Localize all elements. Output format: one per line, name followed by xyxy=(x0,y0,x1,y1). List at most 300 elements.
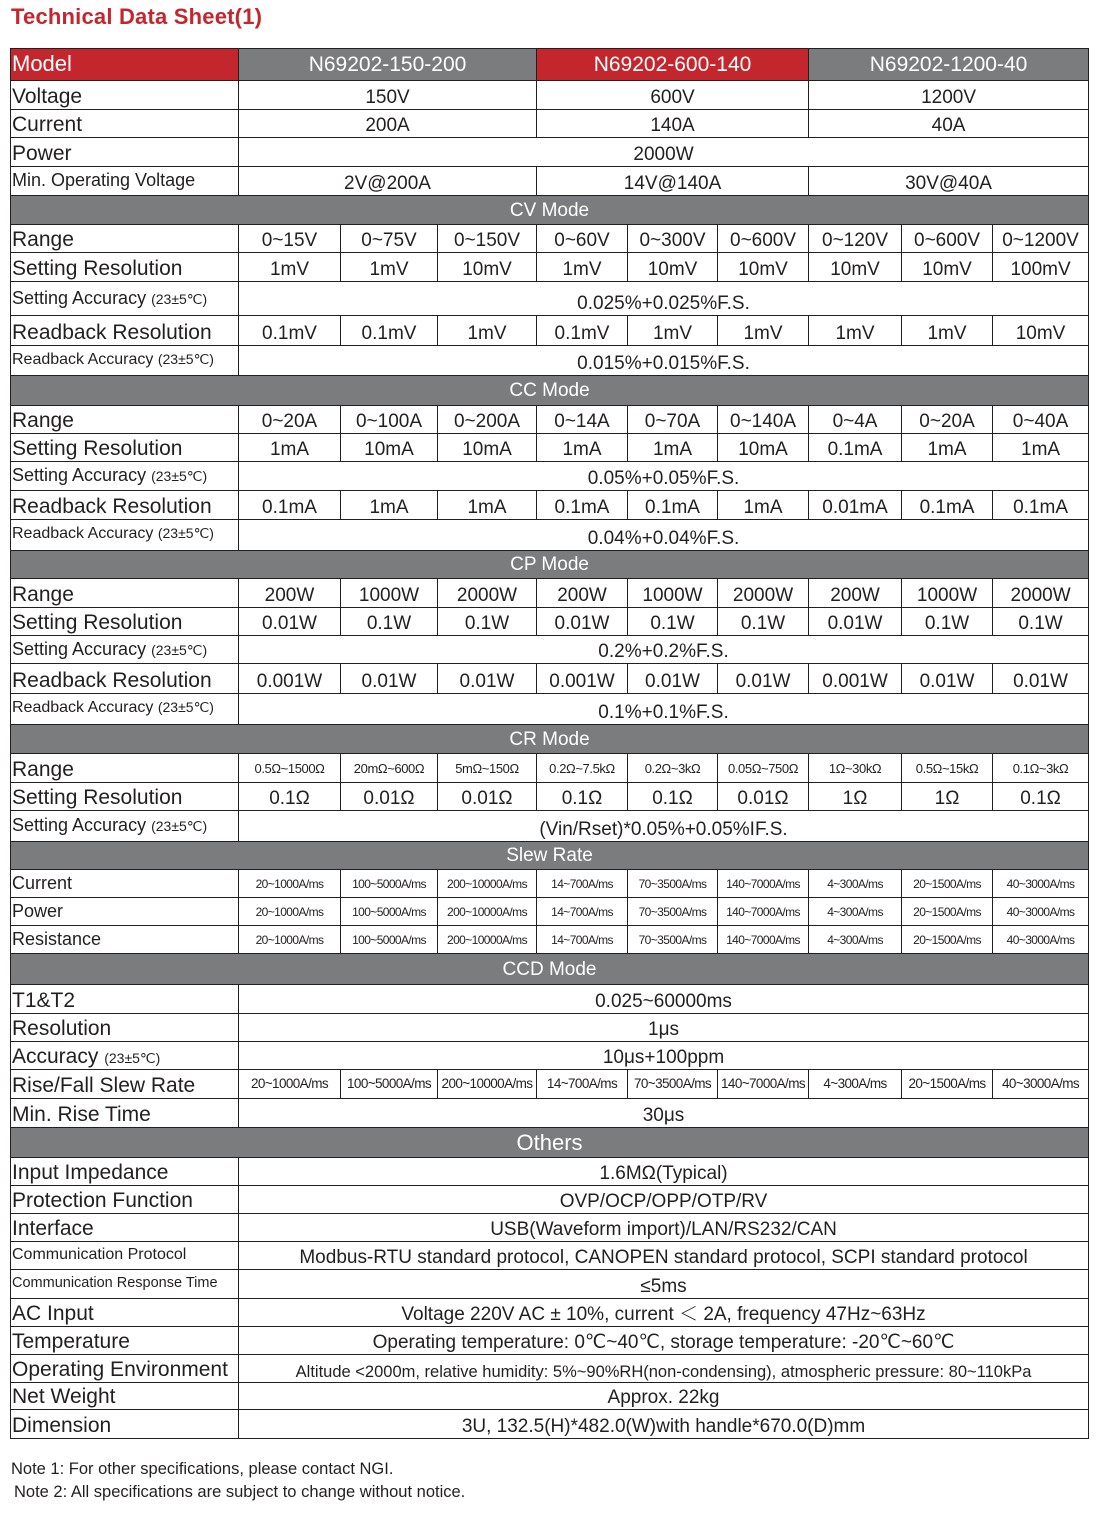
row-label-text: Interface xyxy=(12,1217,94,1240)
spec-cell: 20mΩ~600Ω xyxy=(341,754,438,783)
section-title: CV Mode xyxy=(11,196,1089,225)
row-label-text: Setting Accuracy xyxy=(12,287,147,308)
row-label-text: Setting Resolution xyxy=(12,786,183,809)
spec-cell: 0~70A xyxy=(628,406,718,434)
spec-cell: 10mA xyxy=(718,434,809,462)
spec-cell: 1Ω~30kΩ xyxy=(809,754,902,783)
spec-cell: 0.1W xyxy=(341,608,438,636)
spec-cell: 0~40A xyxy=(993,406,1089,434)
spec-cell: 0.01W xyxy=(628,664,718,694)
spec-cell: 0~150V xyxy=(438,225,537,253)
spec-cell: 0.01W xyxy=(718,664,809,694)
section-title: Others xyxy=(11,1128,1089,1158)
spec-cell: 20~1500A/ms xyxy=(902,898,993,926)
spec-cell: 1000W xyxy=(902,579,993,608)
slew-power-row xyxy=(11,898,1089,926)
slew-current-row xyxy=(11,870,1089,898)
condition-note: (23±5℃) xyxy=(157,350,214,367)
spec-cell: 2000W xyxy=(438,579,537,608)
spec-cell: 1mV xyxy=(628,316,718,346)
protocol-row xyxy=(11,1242,1089,1270)
spec-table xyxy=(10,48,1089,1439)
spec-cell: 0.5Ω~15kΩ xyxy=(902,754,993,783)
spec-cell: 20~1000A/ms xyxy=(239,898,341,926)
section-title: CR Mode xyxy=(11,725,1089,754)
spec-cell: 0.2Ω~7.5kΩ xyxy=(537,754,628,783)
cr-setting-accuracy-row xyxy=(11,811,1089,842)
cr-section xyxy=(11,725,1089,754)
spec-cell: 5mΩ~150Ω xyxy=(438,754,537,783)
spec-cell: 2000W xyxy=(718,579,809,608)
row-label-text: Min. Operating Voltage xyxy=(12,170,196,190)
spec-cell: 1mA xyxy=(628,434,718,462)
spec-cell: 4~300A/ms xyxy=(809,1070,902,1099)
spec-cell: 0.1Ω xyxy=(537,783,628,811)
ccd-accuracy-row xyxy=(11,1042,1089,1070)
condition-note: (23±5℃) xyxy=(157,699,214,715)
spec-value: OVP/OCP/OPP/OTP/RV xyxy=(239,1186,1089,1214)
spec-cell: 20~1000A/ms xyxy=(239,926,341,954)
spec-cell: 0~1200V xyxy=(993,225,1089,253)
spec-cell: 0~60V xyxy=(537,225,628,253)
spec-cell: 40~3000A/ms xyxy=(993,926,1089,954)
spec-cell: 1200V xyxy=(809,81,1089,110)
spec-cell: 1mA xyxy=(438,491,537,520)
spec-cell: 0~600V xyxy=(902,225,993,253)
spec-cell: 0.1mA xyxy=(239,491,341,520)
cv-section xyxy=(11,196,1089,225)
row-label xyxy=(11,898,239,926)
row-label xyxy=(11,608,239,636)
spec-cell: 0.01W xyxy=(239,608,341,636)
spec-value: 10μs+100ppm xyxy=(239,1042,1089,1070)
row-label xyxy=(11,579,239,608)
row-label xyxy=(11,1242,239,1270)
spec-cell: 40~3000A/ms xyxy=(993,898,1089,926)
row-label xyxy=(11,664,239,694)
spec-cell: 0.01mA xyxy=(809,491,902,520)
cp-readback-resolution-row xyxy=(11,664,1089,694)
ccd-min-rise-row xyxy=(11,1099,1089,1128)
row-label-text: Readback Accuracy xyxy=(12,699,154,716)
cc-section xyxy=(11,376,1089,406)
spec-cell: 20~1500A/ms xyxy=(902,926,993,954)
spec-value: Voltage 220V AC ± 10%, current ＜ 2A, frequency 47Hz~63Hz xyxy=(239,1299,1089,1327)
spec-cell: 0.01Ω xyxy=(341,783,438,811)
spec-cell: 14~700A/ms xyxy=(537,898,628,926)
spec-cell: 0.1mA xyxy=(902,491,993,520)
row-label-text: Power xyxy=(12,900,64,921)
row-label-text: Protection Function xyxy=(12,1189,193,1212)
spec-cell: 1mV xyxy=(341,253,438,282)
spec-cell: 100~5000A/ms xyxy=(341,926,438,954)
spec-cell: 0.1W xyxy=(902,608,993,636)
row-label xyxy=(11,406,239,434)
row-label-text: Dimension xyxy=(12,1414,112,1437)
spec-cell: 1Ω xyxy=(809,783,902,811)
net-weight-row xyxy=(11,1383,1089,1410)
spec-value: (Vin/Rset)*0.05%+0.05%IF.S. xyxy=(239,811,1089,842)
spec-value: 0.04%+0.04%F.S. xyxy=(239,520,1089,551)
spec-cell: 0.01W xyxy=(341,664,438,694)
spec-value: USB(Waveform import)/LAN/RS232/CAN xyxy=(239,1214,1089,1242)
row-label-text: Resistance xyxy=(12,928,102,949)
spec-cell: 1mV xyxy=(902,316,993,346)
model-label: Model xyxy=(11,49,239,81)
spec-cell: 0.1mA xyxy=(809,434,902,462)
spec-cell: 0~14A xyxy=(537,406,628,434)
spec-cell: 0~100A xyxy=(341,406,438,434)
row-label-text: Current xyxy=(12,113,83,136)
spec-cell: 0.1mA xyxy=(993,491,1089,520)
condition-note: (23±5℃) xyxy=(151,468,208,484)
spec-cell: 0.1mV xyxy=(239,316,341,346)
spec-cell: 0.1Ω xyxy=(628,783,718,811)
row-label-text: Readback Resolution xyxy=(12,669,212,692)
spec-cell: 1000W xyxy=(341,579,438,608)
row-label xyxy=(11,1214,239,1242)
others-section xyxy=(11,1128,1089,1158)
spec-cell: 200W xyxy=(537,579,628,608)
condition-note: (23±5℃) xyxy=(151,290,208,307)
row-label xyxy=(11,434,239,462)
section-title: CC Mode xyxy=(11,376,1089,406)
spec-cell: 140A xyxy=(537,110,809,138)
spec-cell: 0.01W xyxy=(902,664,993,694)
row-label xyxy=(11,1327,239,1355)
cv-setting-resolution-row xyxy=(11,253,1089,282)
spec-cell: 20~1000A/ms xyxy=(239,1070,341,1099)
row-label-text: Min. Rise Time xyxy=(12,1103,151,1126)
spec-cell: 0.1mA xyxy=(628,491,718,520)
row-label-text: T1&T2 xyxy=(12,989,76,1012)
spec-cell: 0~20A xyxy=(902,406,993,434)
cv-readback-accuracy-row xyxy=(11,346,1089,376)
spec-cell: 0~75V xyxy=(341,225,438,253)
notes xyxy=(11,1458,465,1504)
spec-cell: 0.1W xyxy=(438,608,537,636)
spec-value: 0.015%+0.015%F.S. xyxy=(239,346,1089,376)
row-label-text: Input Impedance xyxy=(12,1161,169,1184)
spec-cell: 100~5000A/ms xyxy=(341,1070,438,1099)
spec-cell: 1mV xyxy=(537,253,628,282)
spec-cell: 1Ω xyxy=(902,783,993,811)
spec-value: Modbus-RTU standard protocol, CANOPEN standard protocol, SCPI standard protocol xyxy=(239,1242,1089,1270)
spec-cell: 200~10000A/ms xyxy=(438,870,537,898)
spec-cell: 0~300V xyxy=(628,225,718,253)
spec-cell: 1000W xyxy=(628,579,718,608)
cp-setting-accuracy-row xyxy=(11,636,1089,664)
spec-cell: 600V xyxy=(537,81,809,110)
row-label xyxy=(11,811,239,842)
cc-readback-accuracy-row xyxy=(11,520,1089,551)
row-label xyxy=(11,926,239,954)
cc-readback-resolution-row xyxy=(11,491,1089,520)
row-label-text: Range xyxy=(12,228,74,251)
row-label-text: Setting Accuracy xyxy=(12,465,147,485)
cp-setting-resolution-row xyxy=(11,608,1089,636)
spec-cell: 200W xyxy=(809,579,902,608)
row-label xyxy=(11,346,239,376)
spec-cell: 10mV xyxy=(902,253,993,282)
spec-cell: 100~5000A/ms xyxy=(341,898,438,926)
row-label xyxy=(11,1158,239,1186)
spec-cell: 140~7000A/ms xyxy=(718,1070,809,1099)
row-label-text: Setting Accuracy xyxy=(12,638,147,659)
spec-cell: 0.1W xyxy=(628,608,718,636)
dimension-row xyxy=(11,1410,1089,1439)
section-title: Slew Rate xyxy=(11,842,1089,870)
spec-cell: 100mV xyxy=(993,253,1089,282)
row-label-text: Range xyxy=(12,409,74,432)
spec-cell: 200~10000A/ms xyxy=(438,1070,537,1099)
spec-value: 30μs xyxy=(239,1099,1089,1128)
spec-cell: 0.01W xyxy=(438,664,537,694)
cr-range-row xyxy=(11,754,1089,783)
spec-cell: 14~700A/ms xyxy=(537,926,628,954)
spec-cell: 0.01W xyxy=(537,608,628,636)
spec-cell: 0~140A xyxy=(718,406,809,434)
spec-cell: 2V@200A xyxy=(239,167,537,196)
row-label xyxy=(11,81,239,110)
spec-cell: 0.1mA xyxy=(537,491,628,520)
cc-setting-accuracy-row xyxy=(11,462,1089,491)
row-label-text: Readback Accuracy xyxy=(12,525,154,542)
spec-value: 1.6MΩ(Typical) xyxy=(239,1158,1089,1186)
row-label-text: Setting Accuracy xyxy=(12,815,147,835)
spec-value: 0.025~60000ms xyxy=(239,985,1089,1014)
spec-cell: 10mA xyxy=(341,434,438,462)
spec-cell: 0.01W xyxy=(993,664,1089,694)
spec-cell: 0~200A xyxy=(438,406,537,434)
spec-cell: 14~700A/ms xyxy=(537,870,628,898)
spec-cell: 140~7000A/ms xyxy=(718,926,809,954)
note-1: Note 1: For other specifications, please contact NGI. xyxy=(11,1460,394,1478)
spec-cell: 1mA xyxy=(718,491,809,520)
spec-value: 0.1%+0.1%F.S. xyxy=(239,694,1089,725)
row-label-text: Rise/Fall Slew Rate xyxy=(12,1074,196,1097)
spec-cell: 10mV xyxy=(993,316,1089,346)
spec-cell: 0~4A xyxy=(809,406,902,434)
note-2: Note 2: All specifications are subject to change without notice. xyxy=(14,1483,466,1501)
slew-resistance-row xyxy=(11,926,1089,954)
spec-cell: 0.001W xyxy=(809,664,902,694)
row-label-text: Setting Resolution xyxy=(12,437,183,460)
row-label-text: Readback Accuracy xyxy=(12,350,154,368)
row-label xyxy=(11,225,239,253)
condition-note: (23±5℃) xyxy=(104,1050,161,1066)
row-label xyxy=(11,1014,239,1042)
spec-cell: 10mV xyxy=(809,253,902,282)
row-label-text: Communication Response Time xyxy=(12,1274,218,1291)
spec-value: 2000W xyxy=(239,138,1089,167)
row-label-text: Current xyxy=(12,872,73,893)
spec-value: Operating temperature: 0℃~40℃, storage temperature: -20℃~60℃ xyxy=(239,1327,1089,1355)
voltage-row xyxy=(11,81,1089,110)
row-label-text: Setting Resolution xyxy=(12,257,183,280)
min-voltage-row xyxy=(11,167,1089,196)
spec-value: 1μs xyxy=(239,1014,1089,1042)
spec-cell: 0.01Ω xyxy=(438,783,537,811)
row-label xyxy=(11,282,239,316)
row-label-text: Range xyxy=(12,758,74,781)
spec-cell: 0.1W xyxy=(993,608,1089,636)
spec-cell: 1mV xyxy=(239,253,341,282)
spec-cell: 0.001W xyxy=(537,664,628,694)
spec-cell: 70~3500A/ms xyxy=(628,898,718,926)
model-name: N69202-600-140 xyxy=(537,49,809,81)
spec-cell: 140~7000A/ms xyxy=(718,898,809,926)
row-label-text: Communication Protocol xyxy=(12,1245,187,1263)
model-name: N69202-1200-40 xyxy=(809,49,1089,81)
spec-cell: 0~600V xyxy=(718,225,809,253)
cc-range-row xyxy=(11,406,1089,434)
row-label-text: Operating Environment xyxy=(12,1358,228,1381)
spec-cell: 10mV xyxy=(718,253,809,282)
spec-cell: 30V@40A xyxy=(809,167,1089,196)
spec-cell: 1mA xyxy=(993,434,1089,462)
ccd-section xyxy=(11,954,1089,985)
row-label-text: Readback Resolution xyxy=(12,495,212,518)
spec-cell: 1mA xyxy=(341,491,438,520)
spec-value: Altitude <2000m, relative humidity: 5%~90%RH(non-condensing), atmospheric pressure: 80~110kPa xyxy=(239,1355,1089,1383)
spec-cell: 10mV xyxy=(628,253,718,282)
row-label xyxy=(11,1099,239,1128)
spec-cell: 0.01Ω xyxy=(718,783,809,811)
spec-cell: 70~3500A/ms xyxy=(628,1070,718,1099)
cp-range-row xyxy=(11,579,1089,608)
spec-cell: 70~3500A/ms xyxy=(628,926,718,954)
spec-cell: 20~1500A/ms xyxy=(902,1070,993,1099)
row-label-text: Setting Resolution xyxy=(12,611,183,634)
slew-section xyxy=(11,842,1089,870)
spec-cell: 1mV xyxy=(718,316,809,346)
spec-cell: 0.1W xyxy=(718,608,809,636)
spec-cell: 1mV xyxy=(438,316,537,346)
row-label-text: Readback Resolution xyxy=(12,321,212,344)
spec-cell: 40A xyxy=(809,110,1089,138)
spec-cell: 10mV xyxy=(438,253,537,282)
row-label xyxy=(11,520,239,551)
row-label-text: Power xyxy=(12,142,72,165)
row-label xyxy=(11,253,239,282)
spec-value: 3U, 132.5(H)*482.0(W)with handle*670.0(D)mm xyxy=(239,1410,1089,1439)
current-row xyxy=(11,110,1089,138)
spec-value: 0.2%+0.2%F.S. xyxy=(239,636,1089,664)
spec-table-body xyxy=(11,49,1089,1439)
cv-readback-resolution-row xyxy=(11,316,1089,346)
row-label-text: Range xyxy=(12,583,74,606)
spec-value: 0.05%+0.05%F.S. xyxy=(239,462,1089,491)
spec-cell: 0.1Ω~3kΩ xyxy=(993,754,1089,783)
row-label xyxy=(11,110,239,138)
ccd-t1t2-row xyxy=(11,985,1089,1014)
model-name: N69202-150-200 xyxy=(239,49,537,81)
spec-cell: 0.5Ω~1500Ω xyxy=(239,754,341,783)
condition-note: (23±5℃) xyxy=(151,818,208,834)
spec-cell: 200~10000A/ms xyxy=(438,898,537,926)
row-label xyxy=(11,694,239,725)
spec-cell: 0.2Ω~3kΩ xyxy=(628,754,718,783)
temperature-row xyxy=(11,1327,1089,1355)
ccd-resolution-row xyxy=(11,1014,1089,1042)
section-title: CCD Mode xyxy=(11,954,1089,985)
cp-section xyxy=(11,551,1089,579)
cc-setting-resolution-row xyxy=(11,434,1089,462)
condition-note: (23±5℃) xyxy=(157,525,214,541)
row-label xyxy=(11,985,239,1014)
interface-row xyxy=(11,1214,1089,1242)
environment-row xyxy=(11,1355,1089,1383)
row-label xyxy=(11,1355,239,1383)
protection-row xyxy=(11,1186,1089,1214)
row-label xyxy=(11,167,239,196)
spec-cell: 0.1Ω xyxy=(239,783,341,811)
row-label xyxy=(11,1042,239,1070)
spec-cell: 200A xyxy=(239,110,537,138)
row-label xyxy=(11,1270,239,1299)
input-impedance-row xyxy=(11,1158,1089,1186)
spec-cell: 1mA xyxy=(537,434,628,462)
spec-cell: 40~3000A/ms xyxy=(993,1070,1089,1099)
row-label xyxy=(11,1070,239,1099)
spec-cell: 1mA xyxy=(902,434,993,462)
spec-cell: 200W xyxy=(239,579,341,608)
row-label xyxy=(11,636,239,664)
cv-setting-accuracy-row xyxy=(11,282,1089,316)
spec-cell: 0.1mV xyxy=(537,316,628,346)
spec-cell: 0~120V xyxy=(809,225,902,253)
spec-cell: 1mV xyxy=(809,316,902,346)
spec-cell: 0.1mV xyxy=(341,316,438,346)
response-time-row xyxy=(11,1270,1089,1299)
row-label xyxy=(11,1383,239,1410)
spec-cell: 0.05Ω~750Ω xyxy=(718,754,809,783)
spec-cell: 20~1000A/ms xyxy=(239,870,341,898)
condition-note: (23±5℃) xyxy=(151,641,208,658)
cp-readback-accuracy-row xyxy=(11,694,1089,725)
spec-cell: 150V xyxy=(239,81,537,110)
row-label xyxy=(11,491,239,520)
spec-cell: 14V@140A xyxy=(537,167,809,196)
spec-value: Approx. 22kg xyxy=(239,1383,1089,1410)
row-label xyxy=(11,1410,239,1439)
row-label xyxy=(11,783,239,811)
row-label xyxy=(11,316,239,346)
row-label-text: Accuracy xyxy=(12,1045,99,1068)
spec-cell: 10mA xyxy=(438,434,537,462)
spec-cell: 4~300A/ms xyxy=(809,926,902,954)
cv-range-row xyxy=(11,225,1089,253)
spec-value: ≤5ms xyxy=(239,1270,1089,1299)
spec-cell: 40~3000A/ms xyxy=(993,870,1089,898)
row-label xyxy=(11,870,239,898)
row-label xyxy=(11,1186,239,1214)
spec-cell: 0~20A xyxy=(239,406,341,434)
row-label xyxy=(11,138,239,167)
spec-cell: 70~3500A/ms xyxy=(628,870,718,898)
spec-cell: 100~5000A/ms xyxy=(341,870,438,898)
row-label-text: AC Input xyxy=(12,1302,94,1325)
row-label-text: Net Weight xyxy=(12,1385,116,1408)
row-label-text: Resolution xyxy=(12,1017,112,1040)
row-label xyxy=(11,462,239,491)
spec-cell: 0.1Ω xyxy=(993,783,1089,811)
spec-cell: 14~700A/ms xyxy=(537,1070,628,1099)
spec-cell: 20~1500A/ms xyxy=(902,870,993,898)
spec-cell: 2000W xyxy=(993,579,1089,608)
spec-cell: 200~10000A/ms xyxy=(438,926,537,954)
